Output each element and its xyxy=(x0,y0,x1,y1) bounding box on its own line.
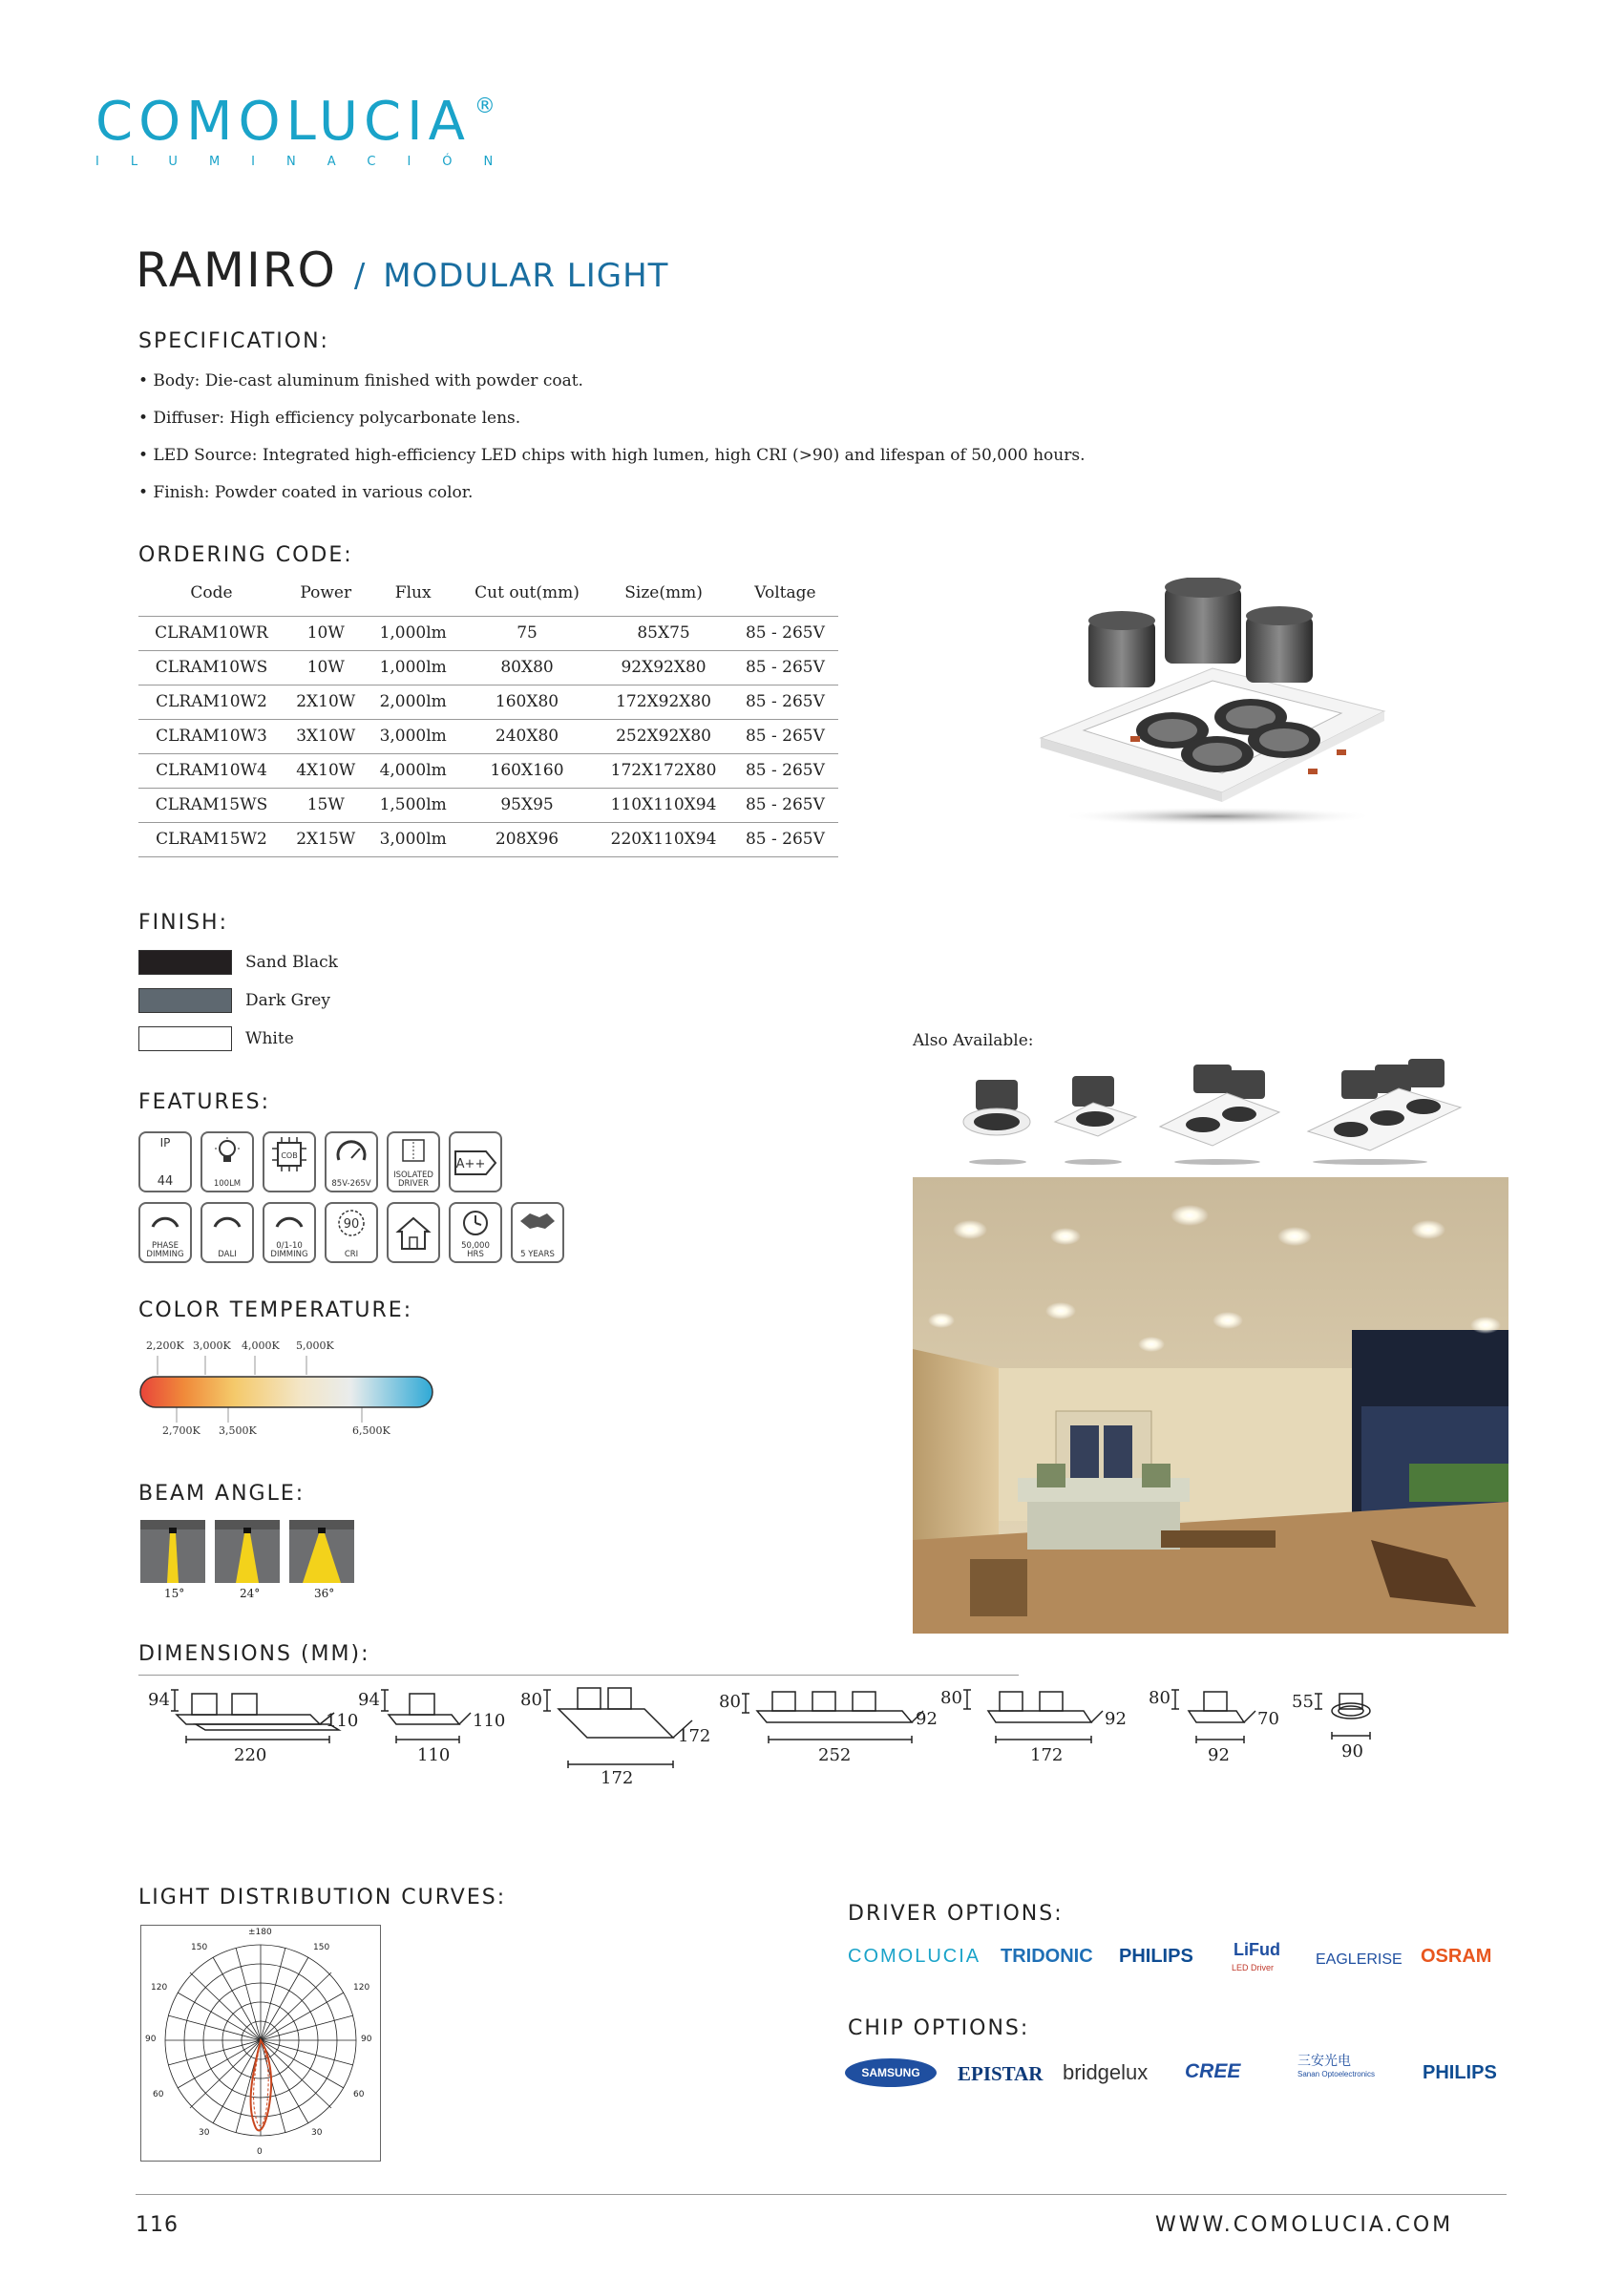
table-cell: 1,000lm xyxy=(368,616,459,650)
polar-angle-label: 60 xyxy=(153,2090,164,2099)
table-cell: 85 - 265V xyxy=(732,650,838,685)
dim-depth: 110 xyxy=(473,1711,506,1731)
features-heading: FEATURES: xyxy=(138,1090,271,1114)
ordering-table-wrap xyxy=(138,570,838,857)
temp-label: 3,500K xyxy=(219,1424,257,1437)
beam-angle-diagrams xyxy=(138,1520,387,1606)
table-cell: 95X95 xyxy=(459,788,595,822)
osram-logo: OSRAM xyxy=(1421,1946,1492,1967)
cri-icon xyxy=(325,1202,378,1263)
table-cell: 85 - 265V xyxy=(732,822,838,856)
polar-angle-label: 120 xyxy=(151,1983,168,1993)
table-row xyxy=(138,719,838,753)
dim-width: 172 xyxy=(1030,1745,1064,1765)
page-title xyxy=(136,243,668,298)
lifud-sub: LED Driver xyxy=(1232,1963,1275,1972)
table-cell: 10W xyxy=(285,650,368,685)
ip-rating-text: 44 xyxy=(157,1174,174,1189)
table-cell: 85 - 265V xyxy=(732,616,838,650)
finish-label: Dark Grey xyxy=(245,991,330,1010)
indoor-icon xyxy=(387,1202,440,1263)
product-category: MODULAR LIGHT xyxy=(383,257,669,295)
dim-depth: 92 xyxy=(916,1709,938,1729)
specification-heading: SPECIFICATION: xyxy=(138,329,329,353)
temp-label: 4,000K xyxy=(242,1339,280,1352)
dim-height: 80 xyxy=(520,1690,542,1710)
product-image xyxy=(1031,578,1394,835)
dim-depth: 70 xyxy=(1257,1709,1279,1729)
finish-swatch xyxy=(138,988,232,1013)
dim-height: 94 xyxy=(148,1690,170,1710)
spec-item: • Body: Die-cast aluminum finished with powder coat. xyxy=(138,371,583,390)
col-power: Power xyxy=(285,570,368,616)
finish-label: White xyxy=(245,1029,294,1048)
table-row xyxy=(138,616,838,650)
table-cell: 92X92X80 xyxy=(595,650,732,685)
finish-swatch xyxy=(138,1026,232,1051)
energy-class-icon xyxy=(449,1131,502,1192)
temp-label: 2,200K xyxy=(146,1339,184,1352)
dim-height: 55 xyxy=(1292,1692,1314,1712)
temp-label: 5,000K xyxy=(296,1339,334,1352)
table-cell: 3,000lm xyxy=(368,719,459,753)
ordering-heading: ORDERING CODE: xyxy=(138,543,353,567)
polar-angle-label: 120 xyxy=(353,1983,370,1993)
table-cell: CLRAM10W3 xyxy=(138,719,285,753)
epistar-logo: EPISTAR xyxy=(958,2062,1044,2085)
table-row xyxy=(138,788,838,822)
dim-width: 110 xyxy=(417,1745,451,1765)
color-temperature-scale xyxy=(138,1337,444,1442)
temp-label: 6,500K xyxy=(352,1424,390,1437)
table-cell: 85 - 265V xyxy=(732,719,838,753)
table-row xyxy=(138,650,838,685)
dim-depth: 92 xyxy=(1105,1709,1127,1729)
table-row xyxy=(138,753,838,788)
website-link[interactable]: WWW.COMOLUCIA.COM xyxy=(1155,2213,1454,2237)
finish-option xyxy=(138,950,338,975)
table-cell: 252X92X80 xyxy=(595,719,732,753)
feature-label: DALI xyxy=(218,1249,237,1259)
spec-item: • Diffuser: High efficiency polycarbonate lens. xyxy=(138,409,521,428)
energy-class-text: A++ xyxy=(455,1156,486,1171)
table-cell: CLRAM10W4 xyxy=(138,753,285,788)
table-cell: CLRAM15WS xyxy=(138,788,285,822)
col-code: Code xyxy=(138,570,285,616)
voltage-icon xyxy=(325,1131,378,1192)
spec-item: • Finish: Powder coated in various color. xyxy=(138,483,474,502)
registered-mark: ® xyxy=(474,95,496,118)
feature-label: PHASE DIMMING xyxy=(146,1241,184,1259)
table-cell: 160X160 xyxy=(459,753,595,788)
light-distribution-heading: LIGHT DISTRIBUTION CURVES: xyxy=(138,1886,507,1909)
table-cell: CLRAM10WR xyxy=(138,616,285,650)
dim-width: 90 xyxy=(1341,1741,1363,1761)
dim-height: 94 xyxy=(358,1690,380,1710)
cri-value-text: 90 xyxy=(343,1217,360,1232)
dimensions-divider xyxy=(138,1675,1019,1676)
brand-name: COMOLUCIA xyxy=(95,91,471,153)
beam-angle-heading: BEAM ANGLE: xyxy=(138,1482,306,1506)
table-cell: 172X92X80 xyxy=(595,685,732,719)
table-cell: 4,000lm xyxy=(368,753,459,788)
dim-width: 92 xyxy=(1208,1745,1230,1765)
finish-label: Sand Black xyxy=(245,953,338,972)
table-cell: 2,000lm xyxy=(368,685,459,719)
product-name: RAMIRO xyxy=(136,243,337,298)
eaglerise-logo: EAGLERISE xyxy=(1316,1951,1403,1968)
polar-angle-label: 90 xyxy=(361,2035,372,2044)
dimension-drawings xyxy=(138,1682,1418,1787)
feature-label: 0/1-10 DIMMING xyxy=(270,1241,308,1259)
dimensions-heading: DIMENSIONS (MM): xyxy=(138,1642,370,1666)
table-cell: 85 - 265V xyxy=(732,685,838,719)
feature-icons xyxy=(138,1131,564,1263)
table-row xyxy=(138,822,838,856)
table-cell: 3X10W xyxy=(285,719,368,753)
table-cell: 172X172X80 xyxy=(595,753,732,788)
polar-angle-label: 150 xyxy=(313,1943,330,1952)
table-cell: CLRAM15W2 xyxy=(138,822,285,856)
philips-chip-logo: PHILIPS xyxy=(1423,2062,1497,2083)
feature-label: ISOLATED DRIVER xyxy=(393,1171,433,1189)
table-cell: 80X80 xyxy=(459,650,595,685)
sanan-logo: 三安光电 xyxy=(1297,2053,1351,2068)
ip-text: IP xyxy=(159,1136,171,1150)
table-cell: CLRAM10WS xyxy=(138,650,285,685)
cob-chip-icon xyxy=(263,1131,316,1192)
table-cell: 2X15W xyxy=(285,822,368,856)
table-cell: 85 - 265V xyxy=(732,788,838,822)
lifud-logo: LiFud xyxy=(1234,1940,1280,1959)
chip-options-heading: CHIP OPTIONS: xyxy=(848,2016,1030,2040)
ip44-icon xyxy=(138,1131,192,1192)
dim-height: 80 xyxy=(1149,1688,1171,1708)
philips-logo: PHILIPS xyxy=(1119,1946,1193,1967)
table-cell: 85X75 xyxy=(595,616,732,650)
feature-label: CRI xyxy=(344,1249,359,1259)
tridonic-logo: TRIDONIC xyxy=(1001,1946,1093,1967)
dim-width: 172 xyxy=(601,1768,634,1788)
sanan-sub: Sanan Optoelectronics xyxy=(1297,2070,1375,2078)
title-separator: / xyxy=(353,257,367,295)
col-voltage: Voltage xyxy=(732,570,838,616)
samsung-logo: SAMSUNG xyxy=(845,2058,937,2087)
col-size: Size(mm) xyxy=(595,570,732,616)
table-cell: 85 - 265V xyxy=(732,753,838,788)
finish-heading: FINISH: xyxy=(138,911,229,935)
polar-chart xyxy=(140,1925,381,2162)
dali-icon xyxy=(200,1202,254,1263)
feature-label: 100LM xyxy=(213,1178,242,1189)
table-cell: 2X10W xyxy=(285,685,368,719)
chip-logos xyxy=(845,2051,1513,2099)
table-cell: 220X110X94 xyxy=(595,822,732,856)
finish-option xyxy=(138,1026,338,1051)
finish-swatch xyxy=(138,950,232,975)
dimming-0-10-icon xyxy=(263,1202,316,1263)
table-header-row xyxy=(138,570,838,616)
temp-label: 2,700K xyxy=(162,1424,200,1437)
dim-depth: 172 xyxy=(678,1726,711,1746)
beam-angle-label: 15° xyxy=(164,1587,185,1600)
col-cutout: Cut out(mm) xyxy=(459,570,595,616)
dim-width: 252 xyxy=(818,1745,852,1765)
finish-option xyxy=(138,988,338,1013)
temp-label: 3,000K xyxy=(193,1339,231,1352)
driver-logos xyxy=(848,1940,1516,1988)
table-cell: 75 xyxy=(459,616,595,650)
cree-logo: CREE xyxy=(1185,2060,1241,2082)
table-cell: 1,500lm xyxy=(368,788,459,822)
warranty-icon xyxy=(511,1202,564,1263)
color-temperature-bar xyxy=(140,1377,432,1407)
table-cell: 10W xyxy=(285,616,368,650)
table-cell: 1,000lm xyxy=(368,650,459,685)
driver-options-heading: DRIVER OPTIONS: xyxy=(848,1902,1064,1926)
footer-divider xyxy=(136,2194,1507,2195)
table-cell: 208X96 xyxy=(459,822,595,856)
table-cell: 110X110X94 xyxy=(595,788,732,822)
also-available-images xyxy=(950,1055,1504,1170)
feature-label: 5 YEARS xyxy=(520,1249,555,1259)
feature-label: 85V-265V xyxy=(331,1178,371,1189)
specification-list xyxy=(138,371,1086,520)
dim-width: 220 xyxy=(234,1745,267,1765)
beam-angle-label: 36° xyxy=(314,1587,335,1600)
polar-angle-label: 60 xyxy=(353,2090,365,2099)
polar-angle-label: 150 xyxy=(191,1943,208,1952)
table-cell: CLRAM10W2 xyxy=(138,685,285,719)
table-row xyxy=(138,685,838,719)
table-cell: 240X80 xyxy=(459,719,595,753)
polar-angle-label: 90 xyxy=(145,2035,157,2044)
cob-text: COB xyxy=(281,1151,298,1160)
application-photo xyxy=(913,1177,1508,1634)
beam-angle-label: 24° xyxy=(240,1587,261,1600)
dim-height: 80 xyxy=(940,1688,962,1708)
comolucia-logo: COMOLUCIA xyxy=(848,1946,981,1967)
polar-angle-label: ±180 xyxy=(248,1928,272,1937)
dim-depth: 110 xyxy=(326,1711,359,1731)
col-flux: Flux xyxy=(368,570,459,616)
feature-label: 50,000 HRS xyxy=(461,1241,490,1259)
lifespan-icon xyxy=(449,1202,502,1263)
color-temperature-heading: COLOR TEMPERATURE: xyxy=(138,1298,413,1322)
phase-dimming-icon xyxy=(138,1202,192,1263)
isolated-driver-icon xyxy=(387,1131,440,1192)
table-cell: 160X80 xyxy=(459,685,595,719)
dim-height: 80 xyxy=(719,1692,741,1712)
finish-options xyxy=(138,950,338,1051)
table-cell: 4X10W xyxy=(285,753,368,788)
polar-angle-label: 0 xyxy=(257,2147,263,2157)
bridgelux-logo: bridgelux xyxy=(1063,2060,1149,2084)
brand-logo xyxy=(95,91,535,186)
also-available-label: Also Available: xyxy=(913,1031,1034,1050)
table-cell: 3,000lm xyxy=(368,822,459,856)
table-cell: 15W xyxy=(285,788,368,822)
ordering-table xyxy=(138,570,838,857)
brand-tagline: ILUMINACIÓN xyxy=(95,155,525,169)
spec-item: • LED Source: Integrated high-efficiency LED chips with high lumen, high CRI (>90) and lifespan of 50,000 hours. xyxy=(138,446,1086,465)
polar-angle-label: 30 xyxy=(199,2128,210,2138)
bulb-icon xyxy=(200,1131,254,1192)
page-number: 116 xyxy=(136,2213,179,2237)
polar-angle-label: 30 xyxy=(311,2128,323,2138)
